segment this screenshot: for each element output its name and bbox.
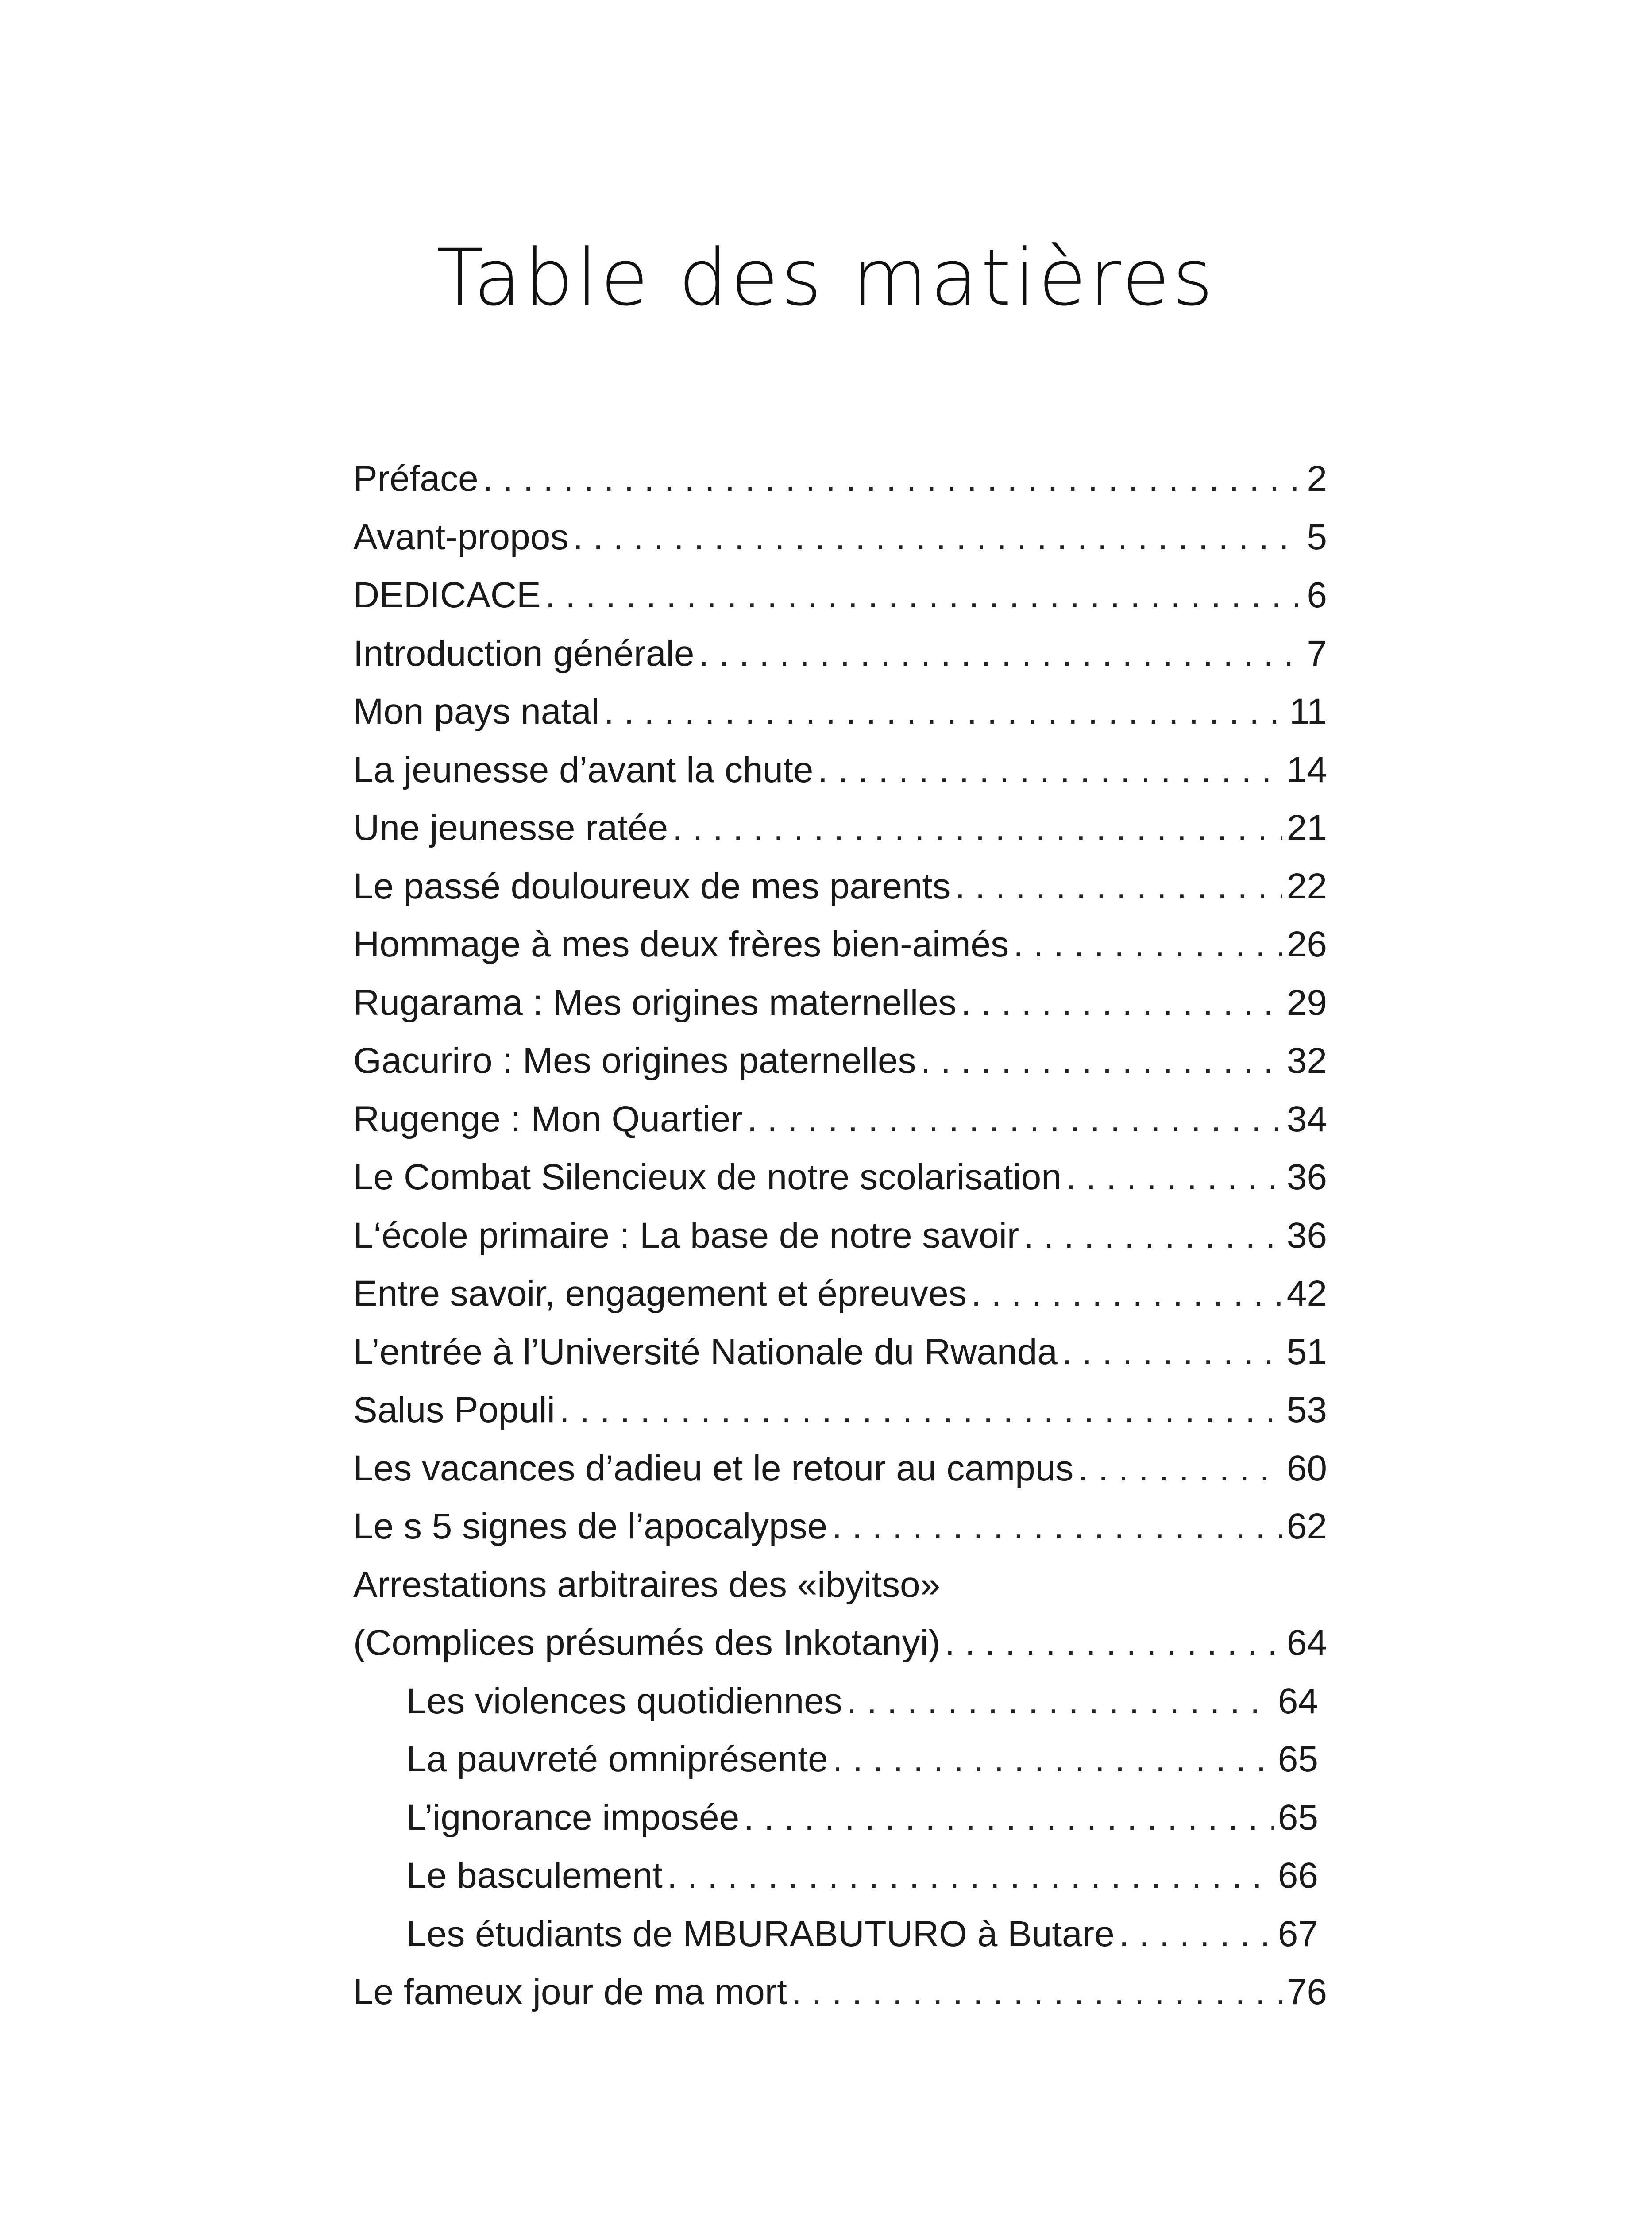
- toc-page-number: 21: [1286, 808, 1327, 848]
- toc-entry-title: L’entrée à l’Université Nationale du Rwanda: [353, 1332, 1058, 1372]
- toc-entry-title: Le Combat Silencieux de notre scolarisation: [353, 1157, 1061, 1197]
- toc-entry: [353, 741, 1327, 799]
- toc-page-number: 42: [1286, 1273, 1327, 1314]
- toc-page-number: 5: [1307, 517, 1327, 557]
- toc-entry-title: (Complices présumés des Inkotanyi): [353, 1623, 941, 1663]
- toc-dot-leader: [971, 1265, 1282, 1323]
- toc-entry-title: Le basculement: [406, 1855, 663, 1896]
- toc-entry-title: Rugarama : Mes origines maternelles: [353, 983, 957, 1023]
- toc-entry: [353, 974, 1327, 1032]
- toc-page-number: 29: [1286, 983, 1327, 1023]
- toc-entry-title: L’ignorance imposée: [406, 1797, 740, 1838]
- toc-entry: [353, 682, 1327, 741]
- toc-dot-leader: [1119, 1905, 1274, 1963]
- toc-entry-title: Les violences quotidiennes: [406, 1681, 842, 1721]
- toc-dot-leader: [483, 450, 1303, 508]
- toc-page-number: 26: [1286, 924, 1327, 964]
- toc-entry-title: Salus Populi: [353, 1390, 555, 1430]
- toc-entry: [353, 625, 1327, 683]
- toc-dot-leader: [818, 741, 1282, 799]
- toc-dot-leader: [955, 857, 1282, 916]
- toc-entry: [353, 1090, 1327, 1149]
- toc-page-number: 22: [1286, 866, 1327, 906]
- toc-entry-title: Mon pays natal: [353, 691, 600, 732]
- toc-entry: [406, 1730, 1318, 1789]
- toc-dot-leader: [847, 1672, 1274, 1731]
- toc-entry-title: Gacuriro : Mes origines paternelles: [353, 1041, 916, 1081]
- toc-page-number: 65: [1278, 1739, 1318, 1779]
- toc-entry-title: Introduction générale: [353, 633, 695, 674]
- toc-entry: [353, 566, 1327, 625]
- toc-entry: [353, 1032, 1327, 1090]
- page-title: Table des matières: [436, 232, 1216, 323]
- toc-dot-leader: [791, 1963, 1282, 2021]
- toc-dot-leader: [921, 1032, 1282, 1090]
- toc-page-number: 66: [1278, 1855, 1318, 1896]
- toc-entry-title: Arrestations arbitraires des «ibyitso»: [353, 1565, 941, 1605]
- toc-page-number: 53: [1286, 1390, 1327, 1430]
- toc-page-number: 34: [1286, 1099, 1327, 1139]
- toc-page-number: 51: [1286, 1332, 1327, 1372]
- toc-page-number: 36: [1286, 1157, 1327, 1197]
- toc-page-number: 76: [1286, 1972, 1327, 2012]
- toc-dot-leader: [1078, 1439, 1282, 1498]
- toc-entry: [353, 1323, 1327, 1381]
- toc-page-number: 62: [1286, 1506, 1327, 1546]
- toc-entry-title: Les étudiants de MBURABUTURO à Butare: [406, 1914, 1115, 1954]
- toc-entry: [353, 450, 1327, 508]
- toc-entry-title: L‘école primaire : La base de notre savoir: [353, 1215, 1019, 1256]
- toc-page-number: 2: [1307, 459, 1327, 499]
- toc-page-number: 64: [1278, 1681, 1318, 1721]
- toc-entry: [353, 1207, 1327, 1265]
- toc-entry-title: Rugenge : Mon Quartier: [353, 1099, 743, 1139]
- toc-dot-leader: [945, 1614, 1282, 1672]
- toc-page-number: 32: [1286, 1041, 1327, 1081]
- toc-entry-title: Préface: [353, 459, 479, 499]
- toc-dot-leader: [672, 799, 1282, 857]
- toc-dot-leader: [1013, 915, 1282, 974]
- toc-entry-title: Le fameux jour de ma mort: [353, 1972, 787, 2012]
- toc-entry-title: La pauvreté omniprésente: [406, 1739, 828, 1779]
- toc-entry-title: Le s 5 signes de l’apocalypse: [353, 1506, 828, 1546]
- toc-entry: [353, 857, 1327, 916]
- toc-entry: [353, 915, 1327, 974]
- toc-entry: [353, 1963, 1327, 2021]
- toc-entry: [406, 1672, 1318, 1731]
- toc-entry: [353, 508, 1327, 567]
- toc-page-number: 64: [1286, 1623, 1327, 1663]
- toc-dot-leader: [961, 974, 1282, 1032]
- toc-entry: [353, 799, 1327, 857]
- toc-entry-title: Les vacances d’adieu et le retour au campus: [353, 1448, 1074, 1488]
- toc-dot-leader: [545, 566, 1303, 625]
- toc-dot-leader: [832, 1497, 1282, 1556]
- toc-entry-title: Entre savoir, engagement et épreuves: [353, 1273, 967, 1314]
- toc-entry-title: Avant-propos: [353, 517, 569, 557]
- toc-entry: [406, 1847, 1318, 1905]
- toc-entry-title: Hommage à mes deux frères bien-aimés: [353, 924, 1009, 964]
- toc-entry-title: La jeunesse d’avant la chute: [353, 750, 814, 790]
- toc-page-number: 65: [1278, 1797, 1318, 1838]
- toc-entry: [353, 1556, 1327, 1614]
- toc-dot-leader: [1062, 1323, 1282, 1381]
- toc-dot-leader: [667, 1847, 1274, 1905]
- toc-entry-title: Le passé douloureux de mes parents: [353, 866, 951, 906]
- toc-page-number: 36: [1286, 1215, 1327, 1256]
- toc-dot-leader: [1023, 1207, 1282, 1265]
- toc-page-number: 14: [1286, 750, 1327, 790]
- toc-entry: [353, 1148, 1327, 1207]
- toc-dot-leader: [573, 508, 1302, 567]
- toc-entry-title: Une jeunesse ratée: [353, 808, 668, 848]
- toc-page-number: 7: [1307, 633, 1327, 674]
- toc-dot-leader: [833, 1730, 1274, 1789]
- toc-page-number: 60: [1286, 1448, 1327, 1488]
- toc-page-number: 6: [1307, 575, 1327, 615]
- toc-entry: [353, 1439, 1327, 1498]
- toc-entry: [406, 1789, 1318, 1847]
- toc-dot-leader: [1066, 1148, 1282, 1207]
- toc-dot-leader: [560, 1381, 1282, 1439]
- toc-dot-leader: [699, 625, 1302, 683]
- toc-entry-title: DEDICACE: [353, 575, 541, 615]
- toc-entry: [406, 1905, 1318, 1963]
- toc-dot-leader: [604, 682, 1285, 741]
- toc-entry: [353, 1497, 1327, 1556]
- toc-dot-leader: [747, 1090, 1282, 1149]
- toc-entry: [353, 1265, 1327, 1323]
- table-of-contents: [0, 450, 1652, 2043]
- toc-dot-leader: [744, 1789, 1274, 1847]
- toc-entry: [353, 1381, 1327, 1439]
- toc-page-number: 11: [1289, 691, 1327, 732]
- toc-page-number: 67: [1278, 1914, 1318, 1954]
- toc-entry: [353, 1614, 1327, 1672]
